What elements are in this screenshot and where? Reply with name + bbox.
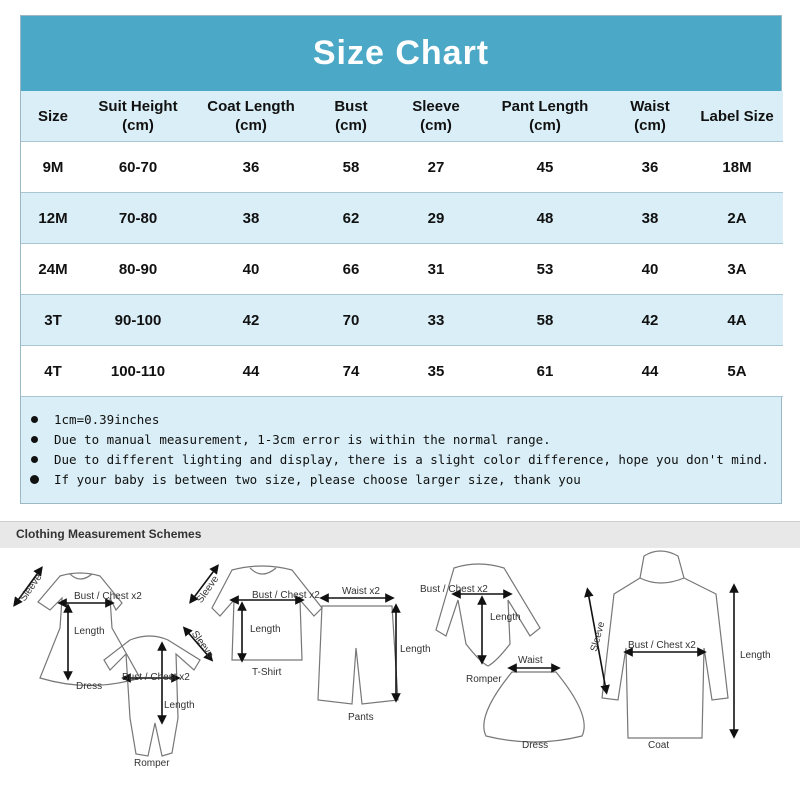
notes-panel — [21, 397, 781, 503]
bodysuit-diagram — [420, 564, 540, 685]
cell-bust: 62 — [311, 193, 391, 244]
cell-suit-height: 60-70 — [85, 142, 191, 193]
cell-sleeve: 35 — [391, 346, 481, 397]
label-bust: Bust / Chest x2 — [122, 672, 190, 683]
label-bust: Bust / Chest x2 — [628, 640, 696, 651]
cell-label-size: 2A — [691, 193, 783, 244]
size-chart — [20, 15, 782, 504]
table-row — [21, 142, 783, 193]
label-sleeve: Sleeve — [194, 573, 222, 606]
col-header-coat-length: Coat Length (cm) — [191, 91, 311, 142]
col-header-size: Size — [21, 91, 85, 142]
measurement-schemes-illustration — [0, 548, 800, 800]
cell-size: 9M — [21, 142, 85, 193]
cell-label-size: 4A — [691, 295, 783, 346]
note-item: Due to manual measurement, 1-3cm error is within the normal range. — [27, 429, 781, 449]
col-header-pant-length: Pant Length (cm) — [481, 91, 609, 142]
cell-sleeve: 33 — [391, 295, 481, 346]
cell-suit-height: 90-100 — [85, 295, 191, 346]
label-sleeve: Sleeve — [17, 572, 45, 604]
cell-bust: 70 — [311, 295, 391, 346]
cell-size: 4T — [21, 346, 85, 397]
label-length: Length — [74, 626, 105, 637]
note-item: If your baby is between two size, please choose larger size, thank you — [27, 469, 781, 489]
coat-diagram — [588, 551, 771, 751]
bullet-icon — [30, 475, 39, 484]
cell-suit-height: 100-110 — [85, 346, 191, 397]
cell-coat-length: 36 — [191, 142, 311, 193]
cell-bust: 58 — [311, 142, 391, 193]
tshirt-diagram — [192, 566, 322, 678]
cell-label-size: 5A — [691, 346, 783, 397]
romper-diagram — [104, 629, 216, 769]
cell-coat-length: 42 — [191, 295, 311, 346]
cell-coat-length: 38 — [191, 193, 311, 244]
cell-suit-height: 70-80 — [85, 193, 191, 244]
pants-diagram — [318, 586, 431, 723]
label-length: Length — [400, 644, 431, 655]
skirt-diagram — [484, 655, 584, 751]
bullet-icon — [31, 436, 38, 443]
size-table — [21, 91, 783, 397]
cell-sleeve: 29 — [391, 193, 481, 244]
label-tshirt: T-Shirt — [252, 667, 282, 678]
cell-coat-length: 40 — [191, 244, 311, 295]
label-dress: Dress — [522, 740, 549, 751]
cell-waist: 42 — [609, 295, 691, 346]
cell-sleeve: 31 — [391, 244, 481, 295]
cell-bust: 74 — [311, 346, 391, 397]
cell-size: 24M — [21, 244, 85, 295]
label-length: Length — [250, 624, 281, 635]
cell-waist: 44 — [609, 346, 691, 397]
table-row — [21, 295, 783, 346]
label-length: Length — [740, 650, 771, 661]
cell-size: 12M — [21, 193, 85, 244]
cell-coat-length: 44 — [191, 346, 311, 397]
cell-label-size: 3A — [691, 244, 783, 295]
col-header-label-size: Label Size — [691, 91, 783, 142]
label-coat: Coat — [648, 740, 670, 751]
cell-pant-length: 61 — [481, 346, 609, 397]
table-row — [21, 193, 783, 244]
label-sleeve: Sleeve — [588, 620, 608, 653]
label-dress: Dress — [76, 681, 103, 692]
label-romper: Romper — [134, 758, 170, 769]
cell-bust: 66 — [311, 244, 391, 295]
cell-pant-length: 45 — [481, 142, 609, 193]
label-length: Length — [164, 700, 195, 711]
cell-size: 3T — [21, 295, 85, 346]
col-header-bust: Bust (cm) — [311, 91, 391, 142]
label-sleeve: Sleeve — [188, 628, 216, 661]
schemes-heading: Clothing Measurement Schemes — [16, 527, 202, 541]
cell-waist: 40 — [609, 244, 691, 295]
col-header-suit-height: Suit Height (cm) — [85, 91, 191, 142]
label-bust: Bust / Chest x2 — [252, 590, 320, 601]
label-bust: Bust / Chest x2 — [74, 591, 142, 602]
size-chart-title: Size Chart — [21, 16, 781, 91]
bullet-icon — [31, 456, 38, 463]
cell-pant-length: 53 — [481, 244, 609, 295]
cell-sleeve: 27 — [391, 142, 481, 193]
table-header-row — [21, 91, 783, 142]
cell-suit-height: 80-90 — [85, 244, 191, 295]
table-row — [21, 244, 783, 295]
cell-waist: 38 — [609, 193, 691, 244]
label-length: Length — [490, 612, 521, 623]
cell-pant-length: 48 — [481, 193, 609, 244]
note-item: Due to different lighting and display, there is a slight color difference, hope you don't mind. — [27, 449, 781, 469]
note-item: 1cm=0.39inches — [27, 409, 781, 429]
table-row — [21, 346, 783, 397]
col-header-waist: Waist (cm) — [609, 91, 691, 142]
cell-label-size: 18M — [691, 142, 783, 193]
col-header-sleeve: Sleeve (cm) — [391, 91, 481, 142]
cell-pant-length: 58 — [481, 295, 609, 346]
cell-waist: 36 — [609, 142, 691, 193]
label-bust: Bust / Chest x2 — [420, 584, 488, 595]
label-romper: Romper — [466, 674, 502, 685]
bullet-icon — [31, 416, 38, 423]
label-pants: Pants — [348, 712, 374, 723]
schemes-heading-bar — [0, 521, 800, 548]
label-waist-x2: Waist x2 — [342, 586, 380, 597]
label-waist: Waist — [518, 655, 543, 666]
